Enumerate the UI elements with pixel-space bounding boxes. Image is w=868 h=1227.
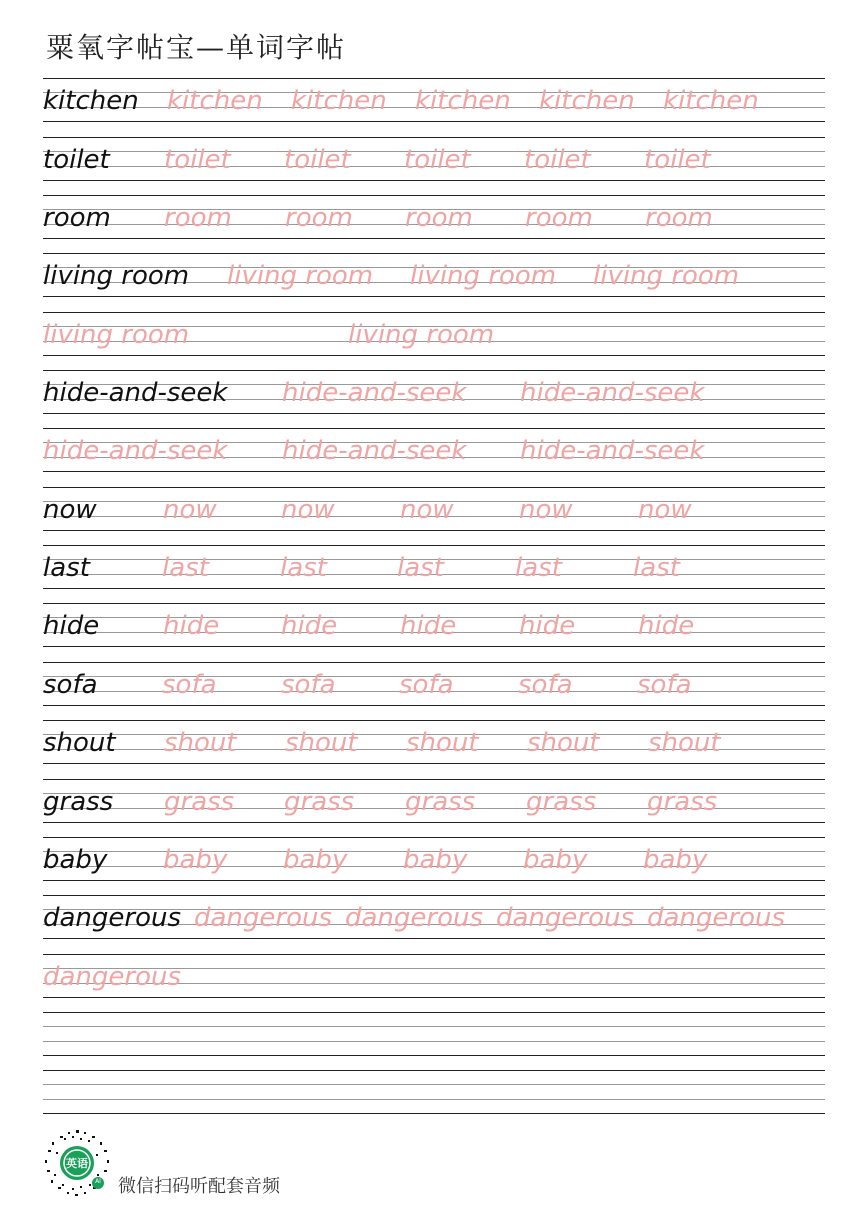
scan-audio-label: 微信扫码听配套音频 xyxy=(118,1176,280,1197)
model-word: hide-and-seek xyxy=(43,378,228,408)
writing-band xyxy=(43,428,825,472)
writing-band xyxy=(43,78,825,122)
trace-word: grass xyxy=(284,787,355,817)
trace-word: dangerous xyxy=(345,903,484,933)
trace-word: hide-and-seek xyxy=(520,436,705,466)
trace-word: kitchen xyxy=(291,86,387,116)
trace-word: now xyxy=(281,495,335,525)
trace-word: baby xyxy=(163,845,228,875)
qr-small-badge: AI xyxy=(95,1178,101,1185)
trace-word: last xyxy=(633,553,680,583)
trace-word: last xyxy=(397,553,444,583)
writing-band xyxy=(43,603,825,647)
model-word: dangerous xyxy=(43,903,182,933)
trace-word: shout xyxy=(164,728,237,758)
trace-word: toilet xyxy=(404,145,471,175)
writing-band xyxy=(43,253,825,297)
trace-word: living room xyxy=(227,261,374,291)
trace-word: hide-and-seek xyxy=(520,378,705,408)
trace-word: now xyxy=(638,495,692,525)
trace-word: grass xyxy=(405,787,476,817)
writing-band xyxy=(43,312,825,356)
model-word: baby xyxy=(43,845,108,875)
trace-word: room xyxy=(525,203,593,233)
trace-word: kitchen xyxy=(167,86,263,116)
trace-word: toilet xyxy=(524,145,591,175)
qr-badge-text: 英语 xyxy=(66,1157,88,1170)
writing-band xyxy=(43,137,825,181)
trace-word: dangerous xyxy=(647,903,786,933)
model-word: toilet xyxy=(43,145,110,175)
trace-word: dangerous xyxy=(43,962,182,992)
model-word: hide xyxy=(43,611,100,641)
trace-word: shout xyxy=(527,728,600,758)
trace-word: baby xyxy=(283,845,348,875)
trace-word: now xyxy=(400,495,454,525)
trace-word: grass xyxy=(647,787,718,817)
model-word: sofa xyxy=(43,670,98,700)
trace-word: hide xyxy=(163,611,220,641)
trace-word: last xyxy=(280,553,327,583)
trace-word: room xyxy=(164,203,232,233)
trace-word: kitchen xyxy=(415,86,511,116)
trace-word: toilet xyxy=(644,145,711,175)
trace-word: room xyxy=(405,203,473,233)
writing-band xyxy=(43,895,825,939)
writing-band xyxy=(43,1070,825,1114)
writing-band xyxy=(43,779,825,823)
writing-band xyxy=(43,954,825,998)
trace-word: kitchen xyxy=(663,86,759,116)
trace-word: toilet xyxy=(284,145,351,175)
trace-word: room xyxy=(285,203,353,233)
trace-word: hide-and-seek xyxy=(43,436,228,466)
trace-word: hide xyxy=(638,611,695,641)
model-word: last xyxy=(43,553,90,583)
writing-band xyxy=(43,720,825,764)
trace-word: living room xyxy=(43,320,190,350)
trace-word: sofa xyxy=(399,670,454,700)
trace-word: shout xyxy=(648,728,721,758)
trace-word: room xyxy=(645,203,713,233)
writing-band xyxy=(43,837,825,881)
model-word: living room xyxy=(43,261,190,291)
writing-band xyxy=(43,487,825,531)
trace-word: now xyxy=(163,495,217,525)
trace-word: toilet xyxy=(164,145,231,175)
model-word: kitchen xyxy=(43,86,139,116)
model-word: room xyxy=(43,203,111,233)
trace-word: baby xyxy=(403,845,468,875)
writing-band xyxy=(43,1012,825,1056)
trace-word: sofa xyxy=(162,670,217,700)
writing-band xyxy=(43,662,825,706)
trace-word: kitchen xyxy=(539,86,635,116)
trace-word: last xyxy=(515,553,562,583)
model-word: shout xyxy=(43,728,116,758)
model-word: now xyxy=(43,495,97,525)
trace-word: last xyxy=(162,553,209,583)
page-title: 粟氧字帖宝—单词字帖 xyxy=(46,31,347,64)
trace-word: sofa xyxy=(518,670,573,700)
trace-word: hide-and-seek xyxy=(282,378,467,408)
writing-band xyxy=(43,195,825,239)
trace-word: living room xyxy=(410,261,557,291)
trace-word: hide xyxy=(400,611,457,641)
trace-word: grass xyxy=(164,787,235,817)
qr-code[interactable] xyxy=(42,1128,112,1198)
trace-word: baby xyxy=(643,845,708,875)
trace-word: shout xyxy=(406,728,479,758)
model-word: grass xyxy=(43,787,114,817)
trace-word: dangerous xyxy=(496,903,635,933)
trace-word: now xyxy=(519,495,573,525)
writing-band xyxy=(43,545,825,589)
trace-word: living room xyxy=(593,261,740,291)
trace-word: grass xyxy=(526,787,597,817)
trace-word: living room xyxy=(348,320,495,350)
trace-word: dangerous xyxy=(194,903,333,933)
trace-word: baby xyxy=(523,845,588,875)
trace-word: shout xyxy=(285,728,358,758)
writing-band xyxy=(43,370,825,414)
trace-word: sofa xyxy=(281,670,336,700)
trace-word: sofa xyxy=(637,670,692,700)
trace-word: hide-and-seek xyxy=(282,436,467,466)
trace-word: hide xyxy=(519,611,576,641)
trace-word: hide xyxy=(281,611,338,641)
